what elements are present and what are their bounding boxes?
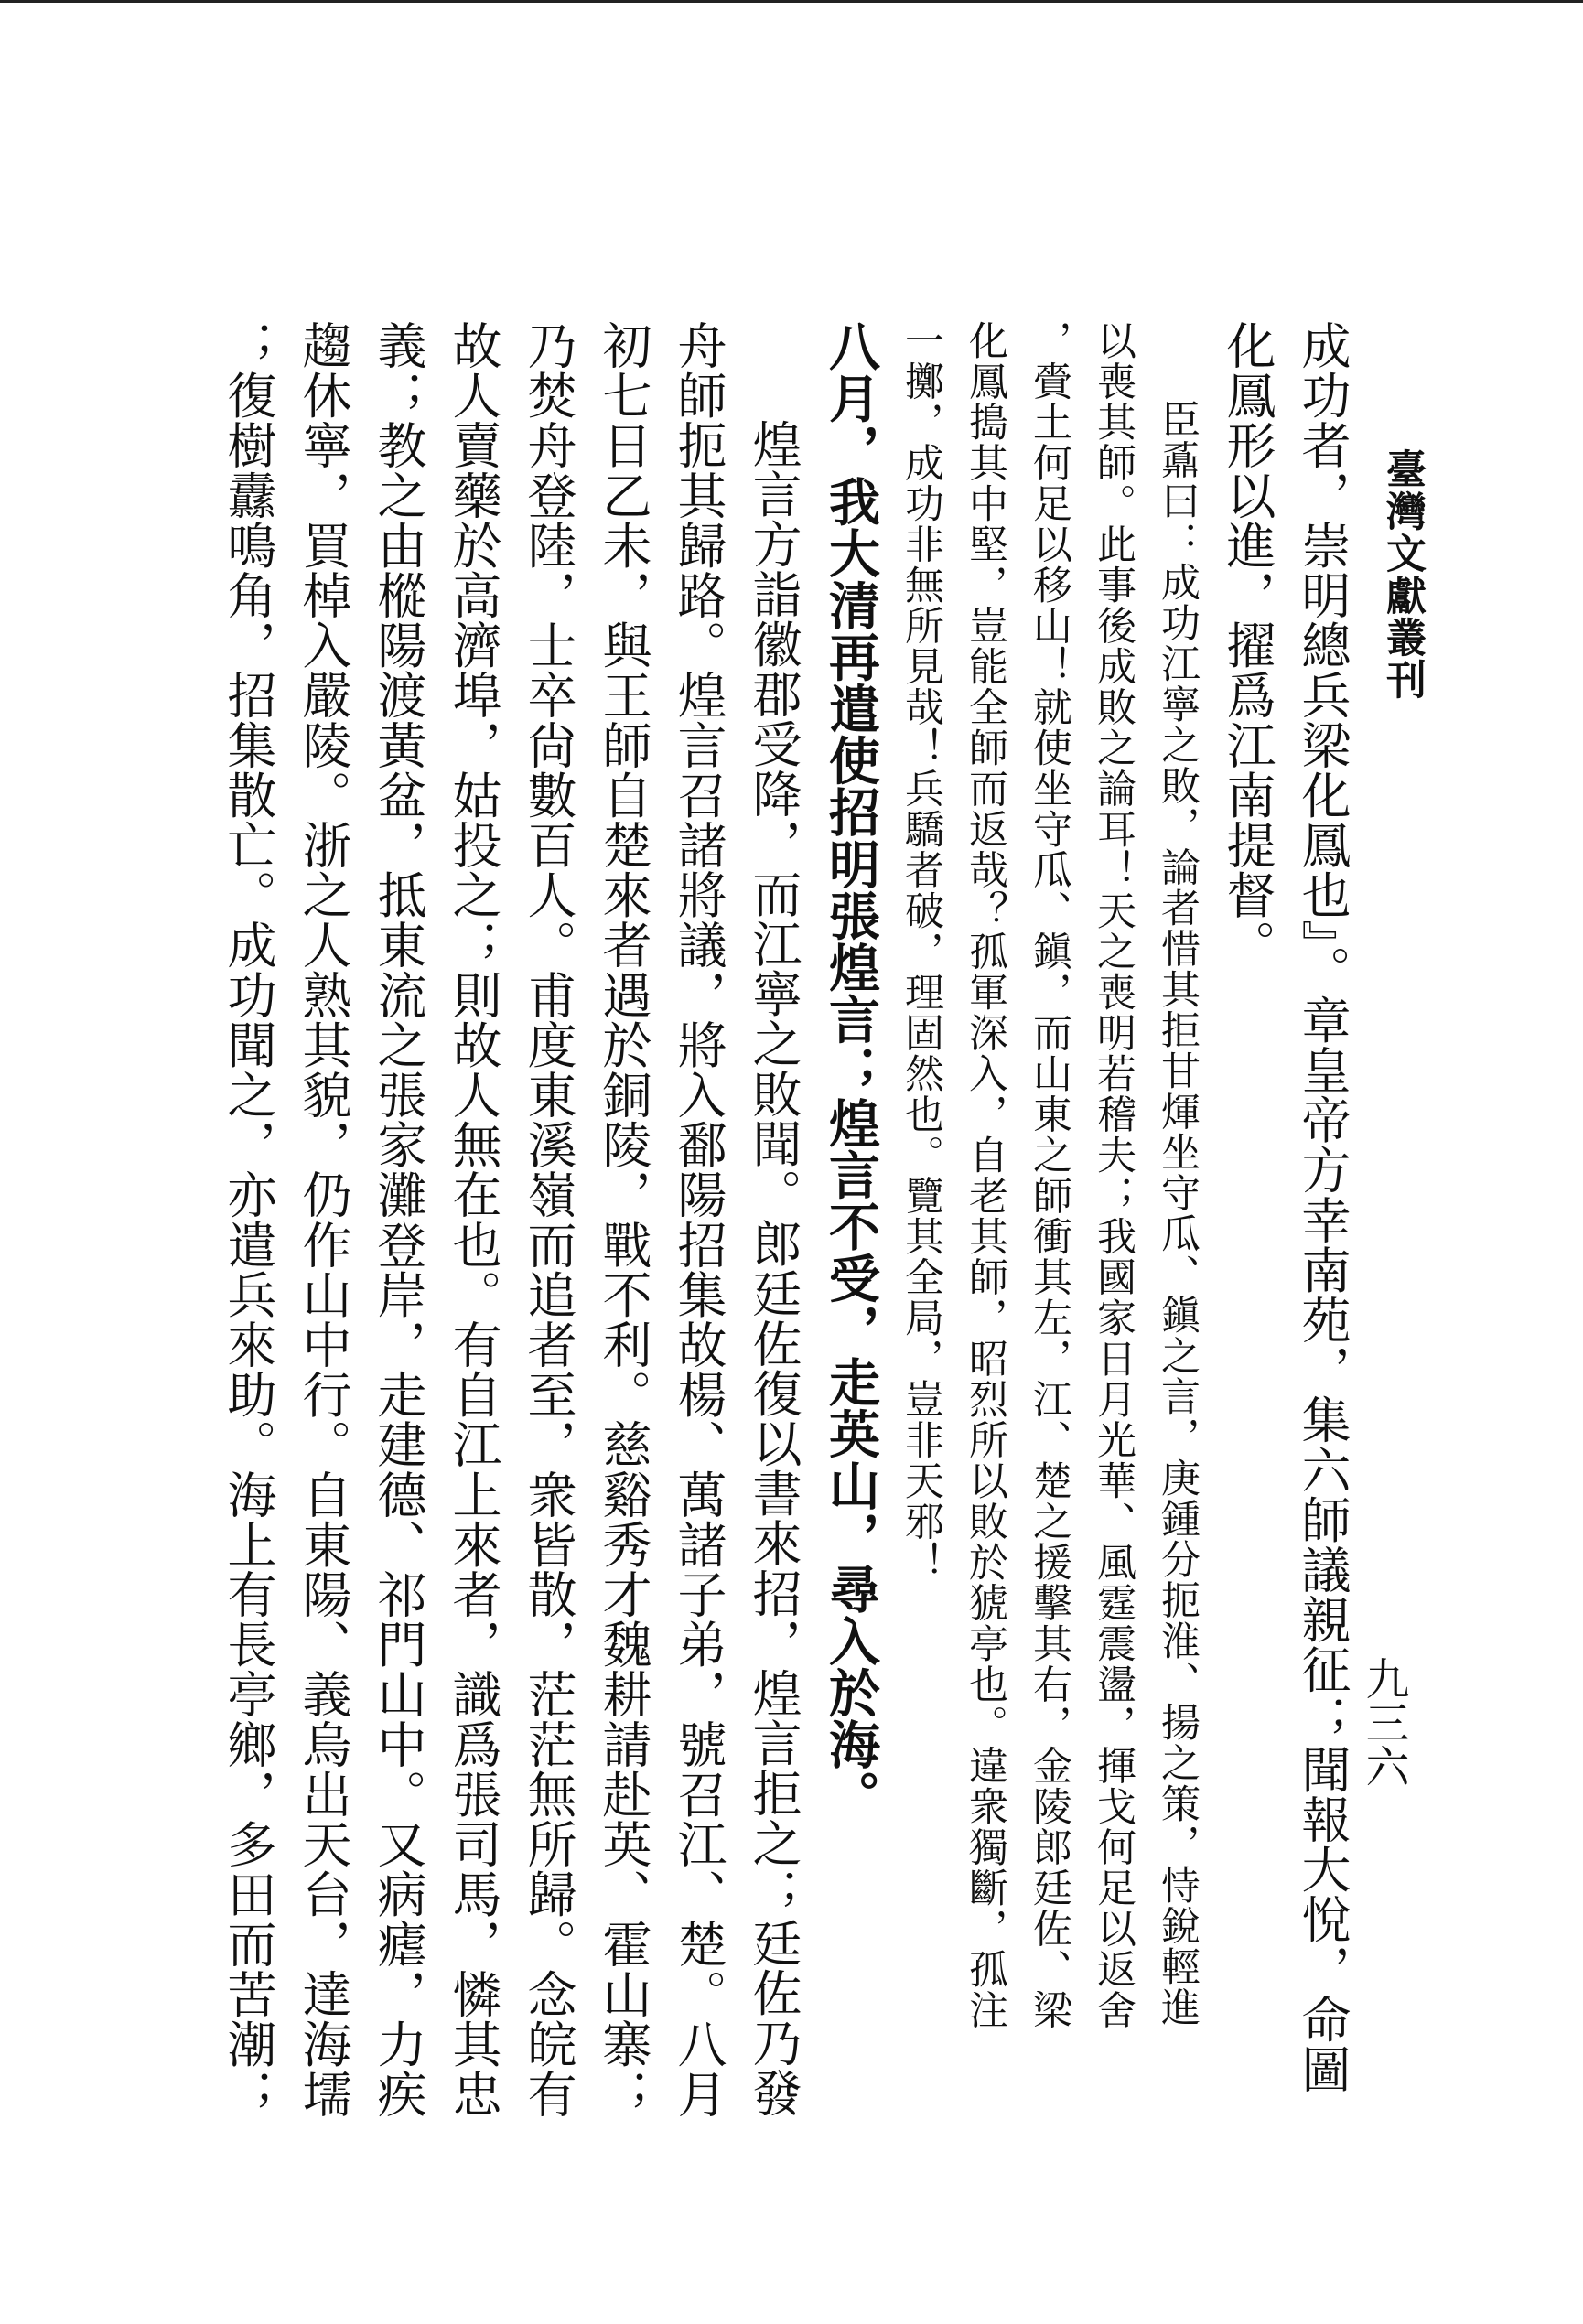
text-column: 成功者，崇明總兵梁化鳳也』。章皇帝方幸南苑，集六師議親征；聞報大悅，命圖 — [1294, 320, 1351, 2094]
page-number: 九三六 — [1358, 1656, 1409, 1788]
running-header-title: 臺灣文獻叢刊 — [1379, 448, 1426, 701]
text-column: 初七日乙未，與王師自楚來者遇於銅陵，戰不利。慈谿秀才魏耕請赴英、霍山寨； — [595, 320, 652, 2119]
text-column: ；復樹纛鳴角，招集散亡。成功聞之，亦遣兵來助。海上有長亭鄉，多田而苦潮； — [220, 320, 277, 2119]
text-column: 乃焚舟登陸，士卒尙數百人。甫度東溪嶺而追者至，衆皆散，茫茫無所歸。念皖有 — [520, 320, 577, 2119]
vertical-text-block — [157, 320, 1351, 2150]
text-column: 舟師扼其歸路。煌言召諸將議，將入鄱陽招集故楊、萬諸子弟，號召江、楚。八月 — [670, 320, 727, 2119]
top-border-rule — [0, 0, 1583, 3]
text-column: 故人賣藥於高濟埠，姑投之；則故人無在也。有自江上來者，識爲張司馬，憐其忠 — [445, 320, 502, 2119]
commentary-column: 一擲，成功非無所見哉！兵驕者破，理固然也。覽其全局，豈非天邪！ — [899, 320, 944, 1583]
commentary-column: 化鳳搗其中堅，豈能全師而返哉？孤軍深入，自老其師，昭烈所以敗於猇亭也。違衆獨斷，孤注 — [963, 320, 1008, 2030]
text-column: 煌言方詣徽郡受降，而江寧之敗聞。郎廷佐復以書來招，煌言拒之；廷佐乃發 — [745, 419, 802, 2118]
section-heading-column: 八月，我大清再遣使招明張煌言；煌言不受，走英山，尋入於海。 — [821, 320, 881, 1823]
commentary-column: 臣鼒曰：成功江寧之敗，論者惜其拒甘煇坐守瓜、鎭之言，庚鍾分扼淮、揚之策，恃銳輕進 — [1155, 399, 1201, 2028]
commentary-column: 以喪其師。此事後成敗之論耳！天之喪明若稽夫；我國家日月光華、風霆震盪，揮戈何足以返舍 — [1091, 320, 1136, 2030]
commentary-column: ，賫土何足以移山！就使坐守瓜、鎭，而山東之師衝其左，江、楚之援擊其右，金陵郎廷佐、梁 — [1027, 320, 1072, 2030]
text-column: 義；教之由樅陽渡黃盆，抵東流之張家灘登岸，走建德、祁門山中。又病瘧，力疾 — [370, 320, 427, 2119]
text-column: 趨休寧，買棹入嚴陵。浙之人熟其貌，仍作山中行。自東陽、義烏出天台，達海壖 — [295, 320, 352, 2119]
text-column: 化鳳形以進，擢爲江南提督。 — [1219, 320, 1276, 970]
